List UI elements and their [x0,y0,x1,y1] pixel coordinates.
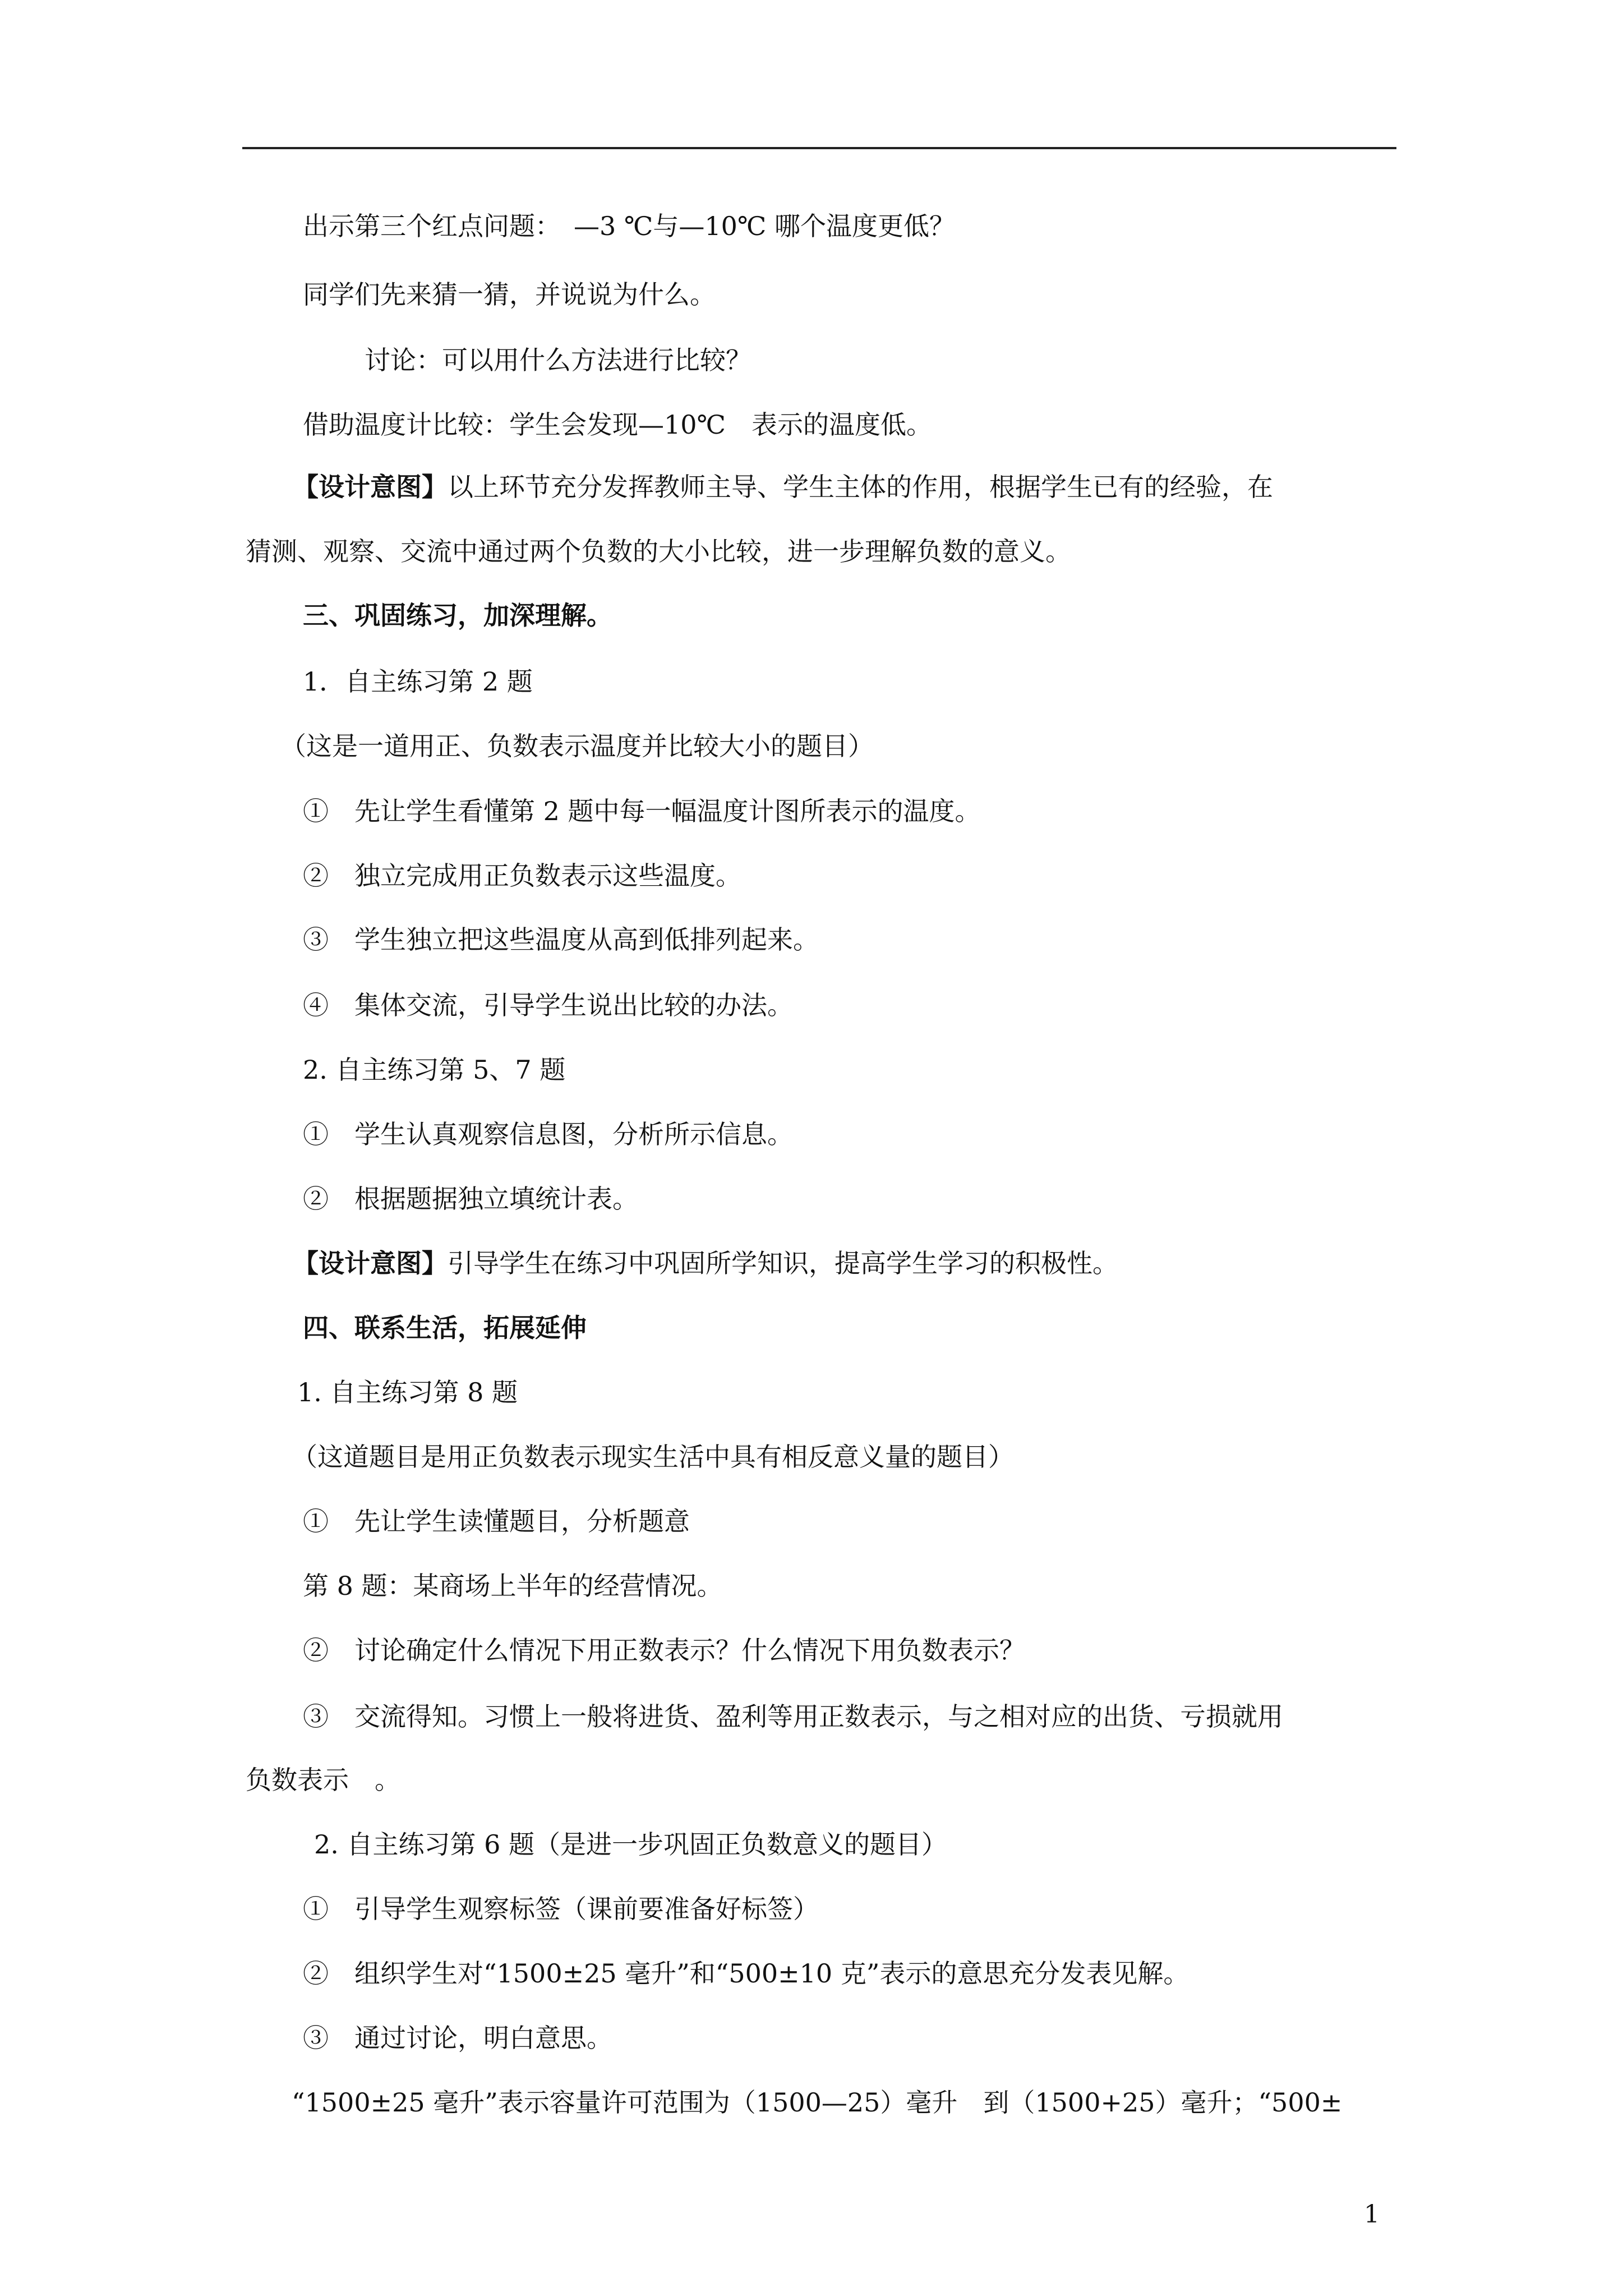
text-line: 猜测、观察、交流中通过两个负数的大小比较，进一步理解负数的意义。 [246,536,1071,567]
page-number: 1 [1364,2200,1380,2229]
text-line: 2. 自主练习第 5、7 题 [303,1055,566,1085]
list-item: ③ 学生独立把这些温度从高到低排列起来。 [303,924,819,955]
text-line: 第 8 题：某商场上半年的经营情况。 [303,1571,723,1601]
text-line: 同学们先来猜一猜，并说说为什么。 [303,279,716,310]
design-intent-text: 引导学生在练习中巩固所学知识，提高学生学习的积极性。 [448,1248,1118,1278]
list-item: ③ 通过讨论，明白意思。 [303,2023,612,2053]
text-line: 讨论：可以用什么方法进行比较？ [365,345,751,375]
text-line: 出示第三个红点问题： —3 ℃与—10℃ 哪个温度更低？ [303,211,955,241]
text-line: 1. 自主练习第 8 题 [297,1377,518,1407]
text-line: 负数表示 。 [246,1765,400,1795]
text-line: 1．自主练习第 2 题 [303,666,533,697]
list-item: ① 先让学生看懂第 2 题中每一幅温度计图所表示的温度。 [303,796,981,826]
list-item: ② 组织学生对“1500±25 毫升”和“500±10 克”表示的意思充分发表见解。 [303,1958,1189,1989]
list-item: ① 先让学生读懂题目，分析题意 [303,1506,690,1536]
list-item: ① 引导学生观察标签（课前要准备好标签） [303,1894,819,1924]
list-item: ② 根据题据独立填统计表。 [303,1184,638,1214]
list-item: ① 学生认真观察信息图，分析所示信息。 [303,1119,793,1149]
text-line [293,470,1273,504]
list-item: ② 讨论确定什么情况下用正数表示？什么情况下用负数表示？ [303,1635,1025,1665]
design-intent-label: 【设计意图】 [293,1248,448,1278]
list-item: ④ 集体交流，引导学生说出比较的办法。 [303,990,793,1020]
text-line: 借助温度计比较：学生会发现—10℃ 表示的温度低。 [303,409,932,440]
list-item: ③ 交流得知。习惯上一般将进货、盈利等用正数表示，与之相对应的出货、亏损就用 [303,1701,1283,1732]
text-line: （这是一道用正、负数表示温度并比较大小的题目） [280,731,874,761]
text-line: “1500±25 毫升”表示容量许可范围为（1500—25）毫升 到（1500+25）毫升；“500± [292,2087,1343,2118]
list-item: ② 独立完成用正负数表示这些温度。 [303,861,741,891]
header-rule [242,147,1396,149]
section-heading: 三、巩固练习，加深理解。 [303,600,612,631]
design-intent-label: 【设计意图】 [293,472,448,502]
text-line: 2. 自主练习第 6 题（是进一步巩固正负数意义的题目） [314,1829,948,1860]
design-intent-text: 以上环节充分发挥教师主导、学生主体的作用，根据学生已有的经验，在 [448,472,1273,502]
section-heading: 四、联系生活，拓展延伸 [303,1313,587,1343]
text-line: （这道题目是用正负数表示现实生活中具有相反意义量的题目） [292,1442,1014,1472]
text-line [293,1246,1118,1280]
